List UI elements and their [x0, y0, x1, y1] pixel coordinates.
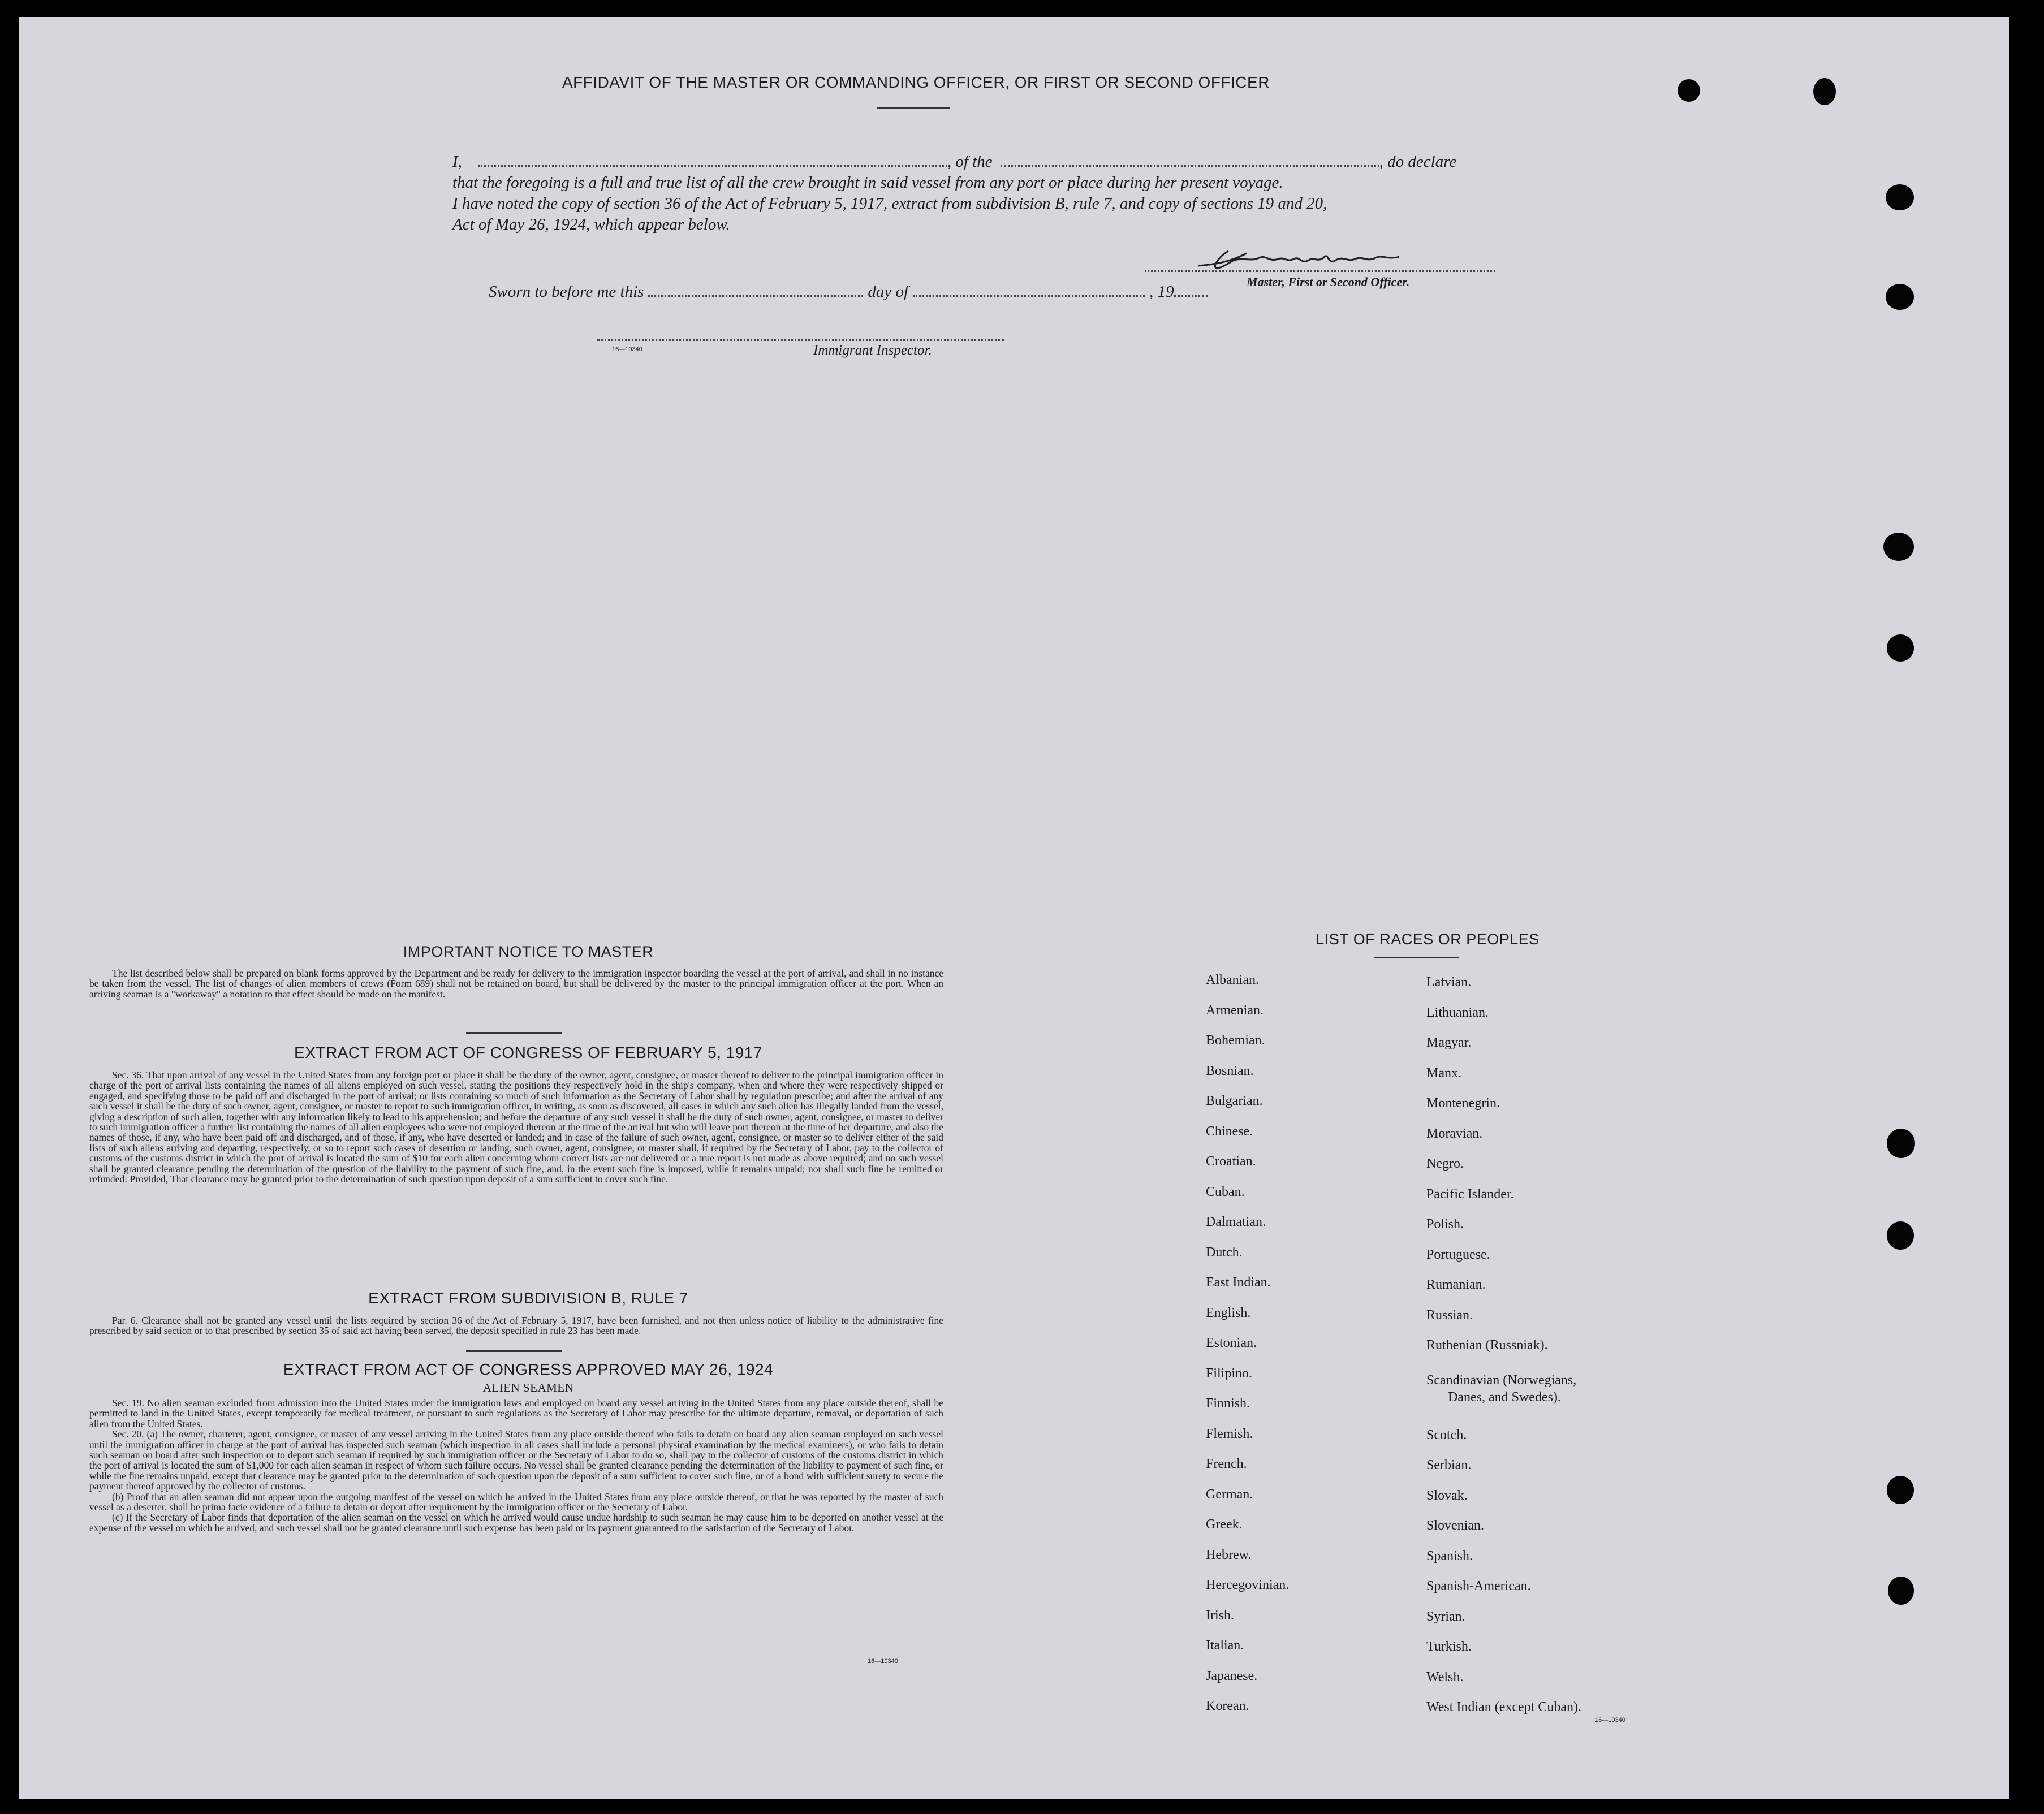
- race-item: Moravian.: [1426, 1126, 1483, 1141]
- race-item: Pacific Islander.: [1426, 1186, 1514, 1202]
- year-prefix: , 19: [1149, 283, 1174, 301]
- race-item: Korean.: [1206, 1699, 1249, 1713]
- race-item: Manx.: [1426, 1065, 1461, 1081]
- section-divider: [466, 1032, 562, 1034]
- extract-rule7-title: EXTRACT FROM SUBDIVISION B, RULE 7: [368, 1289, 688, 1307]
- race-item: Spanish-American.: [1426, 1579, 1531, 1593]
- of-the-label: , of the: [947, 153, 993, 171]
- sworn-label: Sworn to before me this: [489, 283, 644, 301]
- race-item: Lithuanian.: [1426, 1005, 1489, 1020]
- race-item: Latvian.: [1426, 975, 1472, 990]
- race-item: Syrian.: [1426, 1609, 1465, 1624]
- race-item: Cuban.: [1206, 1184, 1245, 1199]
- signature-handwritten: [1196, 245, 1411, 274]
- vessel-field[interactable]: [1001, 153, 1379, 167]
- inspector-line: [597, 339, 1004, 341]
- signature-line: [1145, 270, 1495, 272]
- race-item: Serbian.: [1426, 1458, 1472, 1472]
- races-title-divider: [1374, 957, 1459, 958]
- punch-hole: [1813, 78, 1836, 105]
- punch-hole: [1887, 1476, 1914, 1504]
- race-item: Dutch.: [1206, 1245, 1243, 1260]
- name-field[interactable]: [478, 153, 947, 167]
- punch-hole: [1888, 1577, 1914, 1605]
- race-item: Estonian.: [1206, 1336, 1257, 1350]
- races-title: LIST OF RACES OR PEOPLES: [1316, 931, 1540, 948]
- extract-1924-title: EXTRACT FROM ACT OF CONGRESS APPROVED MAY 26, 1924: [283, 1360, 774, 1378]
- race-item: Italian.: [1206, 1638, 1244, 1653]
- race-item: Bohemian.: [1206, 1033, 1265, 1048]
- section-divider: [466, 1350, 562, 1352]
- signature-caption: Master, First or Second Officer.: [1247, 275, 1410, 289]
- race-item: Chinese.: [1206, 1124, 1253, 1139]
- notice-body: The list described below shall be prepared on blank forms approved by the Department and be ready for delivery to the immigration inspector boarding the vessel at the port of arrival, and shall in no instance be taken from the vessel. The list of changes of alien members of crews (Form 689) shall not be retained on board, but shall be delivered by the master to the principal immigration officer at the port. When an arriving seaman is a "workaway" a notation to that effect should be made on the manifest.: [89, 968, 943, 1000]
- race-item: Negro.: [1426, 1156, 1464, 1171]
- race-item: Bulgarian.: [1206, 1094, 1263, 1108]
- race-item: Polish.: [1426, 1217, 1464, 1232]
- race-item: Russian.: [1426, 1307, 1473, 1323]
- race-item: Portuguese.: [1426, 1247, 1490, 1262]
- sworn-day-field[interactable]: [648, 284, 863, 297]
- signature-mark: [1196, 245, 1411, 274]
- race-item: Filipino.: [1206, 1366, 1253, 1381]
- race-item: Hebrew.: [1206, 1547, 1252, 1562]
- punch-hole: [1887, 634, 1914, 662]
- do-declare-label: , do declare: [1379, 153, 1457, 171]
- sec-20a: Sec. 20. (a) The owner, charterer, agent, consignee, or master of any vessel arriving in the United States from any place outside thereof who fails to detain on board any alien seaman employed on such vessel until the immigration officer in charge at the port of arrival has inspected such seaman (which inspection in all cases shall include a personal physical examination by the medical examiners), or who fails to detain such seaman on board after such inspection or to deport such seaman if required by such immigration officer or the Secretary of Labor to do so, shall pay to the collector of customs of the customs district in which the port of arrival is located the sum of $1,000 for each alien seaman in respect of whom such failure occurs. No vessel shall be granted clearance pending the determination of the liability to payment of such fine, or while the fine remains unpaid, except that clearance may be granted prior to the determination of such question upon the deposit of a sum sufficient to cover such fine, or of a bond with sufficient surety to secure the payment thereof approved by the collector of customs.: [89, 1428, 943, 1492]
- affidavit-form-number: 16—10340: [612, 346, 642, 353]
- race-item: Slovenian.: [1426, 1518, 1484, 1533]
- race-item: Flemish.: [1206, 1426, 1253, 1441]
- races-form-number: 16—10340: [1595, 1717, 1625, 1724]
- declaration-line-2: that the foregoing is a full and true list of all the crew brought in said vessel from any port or place during her present voyage.: [452, 174, 1283, 192]
- race-item: Scotch.: [1426, 1427, 1467, 1442]
- race-item: Finnish.: [1206, 1396, 1250, 1411]
- punch-hole: [1886, 284, 1914, 310]
- race-item: Hercegovinian.: [1206, 1578, 1290, 1592]
- race-item: Spanish.: [1426, 1548, 1473, 1564]
- punch-hole: [1887, 1221, 1914, 1250]
- race-item: Croatian.: [1206, 1154, 1256, 1169]
- punch-hole: [1883, 533, 1914, 561]
- race-item: Dalmatian.: [1206, 1215, 1266, 1229]
- race-item: Montenegrin.: [1426, 1096, 1500, 1111]
- extract-1917-body: Sec. 36. That upon arrival of any vessel in the United States from any foreign port or place it shall be the duty of the owner, agent, consignee, or master thereof to deliver to the principal immigration officer in charge of the port of arrival lists containing the names of all aliens employed on such vessel, stating the positions they respectively hold in the ship's company, when and where they were respectively shipped or engaged, and specifying those to be paid off and discharged in the port of arrival; or lists containing so much of such information as the Secretary of Labor shall by regulation prescribe; and after the arrival of any such vessel it shall be the duty of such owner, agent, consignee, or master to report to such immigration officer, in writing, as soon as discovered, all cases in which any such alien has illegally landed from the vessel, giving a description of such alien, together with any information likely to lead to his apprehension; and before the departure of any such vessel it shall be the duty of such owner, agent, consignee, or master to deliver to such immigration officer a further list containing the names of all alien employees who were not employed thereon at the time of the arrival but who will leave port thereon at the time of her departure, and also the names of those, if any, who have been paid off and discharged, and of those, if any, who have deserted or landed; and in case of the failure of such owner, agent, consignee, or master so to deliver either of the said lists of such aliens arriving and departing, respectively, or so to report such cases of desertion or landing, such owner, agent, consignee, or master shall, if required by the Secretary of Labor, pay to the collector of customs of the customs district in which the port of arrival is located the sum of $10 for each alien concerning whom correct lists are not delivered or a true report is not made as above required; and no such vessel shall be granted clearance pending the determination of the question of the liability to the payment of such fine, and, in the event such fine is imposed, while it remains unpaid; nor shall such fine be remitted or refunded: Provided, That clearance may be granted prior to the determination of such question upon deposit of a sum sufficient to cover such fine.: [89, 1069, 943, 1185]
- affidavit-declaration: [452, 152, 1538, 235]
- race-item: Albanian.: [1206, 973, 1259, 987]
- sec-20b: (b) Proof that an alien seaman did not appear upon the outgoing manifest of the vessel on which he arrived in the United States from any place outside thereof, or that he was reported by the master of such vessel as a deserter, shall be prima facie evidence of a failure to detain or deport after requirement by the immigration officer or the Secretary of Labor.: [89, 1491, 943, 1513]
- race-item: French.: [1206, 1457, 1247, 1471]
- extract-1924-body: [89, 1398, 943, 1533]
- declaration-line-4: Act of May 26, 1924, which appear below.: [452, 215, 730, 234]
- race-item: Slovak.: [1426, 1488, 1468, 1503]
- sworn-line: [489, 283, 1292, 301]
- race-item: Greek.: [1206, 1517, 1243, 1532]
- notice-title: IMPORTANT NOTICE TO MASTER: [403, 943, 654, 960]
- day-of-label: day of: [868, 283, 909, 301]
- extract-1917-title: EXTRACT FROM ACT OF CONGRESS OF FEBRUARY 5, 1917: [294, 1044, 762, 1061]
- race-item: Turkish.: [1426, 1639, 1472, 1654]
- race-item: Magyar.: [1426, 1035, 1472, 1050]
- race-item: Welsh.: [1426, 1669, 1464, 1685]
- punch-hole: [1887, 1129, 1915, 1158]
- race-item: Japanese.: [1206, 1668, 1258, 1683]
- extract-1924-subtitle: ALIEN SEAMEN: [482, 1381, 574, 1394]
- extract-form-number: 16—10340: [868, 1658, 898, 1665]
- declaration-line-3: I have noted the copy of section 36 of the Act of February 5, 1917, extract from subdivision B, rule 7, and copy of sections 19 and 20,: [452, 195, 1327, 213]
- punch-hole: [1886, 184, 1914, 210]
- race-item: Scandinavian (Norwegians,: [1426, 1372, 1577, 1388]
- title-divider: [877, 107, 950, 109]
- race-item: Bosnian.: [1206, 1063, 1254, 1078]
- sec-20c: (c) If the Secretary of Labor finds that deportation of the alien seaman on the vessel on which he arrived would cause undue hardship to such seaman he may cause him to be deported on another vessel at the expense of the vessel on which he arrived, and such vessel shall not be granted clearance until such expense has been paid or its payment guaranteed to the satisfaction of the Secretary of Labor.: [89, 1511, 943, 1534]
- sworn-month-field[interactable]: [913, 284, 1145, 297]
- race-item: Armenian.: [1206, 1003, 1264, 1018]
- punch-hole: [1678, 79, 1700, 102]
- affidavit-title: AFFIDAVIT OF THE MASTER OR COMMANDING OFFICER, OR FIRST OR SECOND OFFICER: [562, 74, 1270, 91]
- document-sheet: [19, 17, 2009, 1799]
- extract-rule7-body: Par. 6. Clearance shall not be granted any vessel until the lists required by section 36 of the Act of February 5, 1917, have been furnished, and not then unless notice of liability to the administrative fine prescribed by said section or to that prescribed by section 35 of said act having been served, the deposit specified in rule 23 has been made.: [89, 1315, 943, 1337]
- race-item: English.: [1206, 1305, 1251, 1320]
- race-item: Rumanian.: [1426, 1277, 1486, 1292]
- race-item: Irish.: [1206, 1608, 1234, 1623]
- race-item: Danes, and Swedes).: [1448, 1389, 1561, 1405]
- race-item: East Indian.: [1206, 1275, 1271, 1290]
- sec-19: Sec. 19. No alien seaman excluded from admission into the United States under the immigration laws and employed on board any vessel arriving in the United States from any place outside thereof, shall be permitted to land in the United States, except temporarily for medical treatment, or pursuant to such regulations as the Secretary of Labor may prescribe for the ultimate departure, removal, or deportation of such alien from the United States.: [89, 1397, 943, 1429]
- inspector-label: Immigrant Inspector.: [813, 343, 932, 358]
- race-item: Ruthenian (Russniak).: [1426, 1338, 1548, 1353]
- i-label: I,: [452, 153, 462, 171]
- sworn-year-field[interactable]: [1174, 284, 1208, 297]
- race-item: German.: [1206, 1487, 1253, 1502]
- race-item: West Indian (except Cuban).: [1426, 1700, 1581, 1714]
